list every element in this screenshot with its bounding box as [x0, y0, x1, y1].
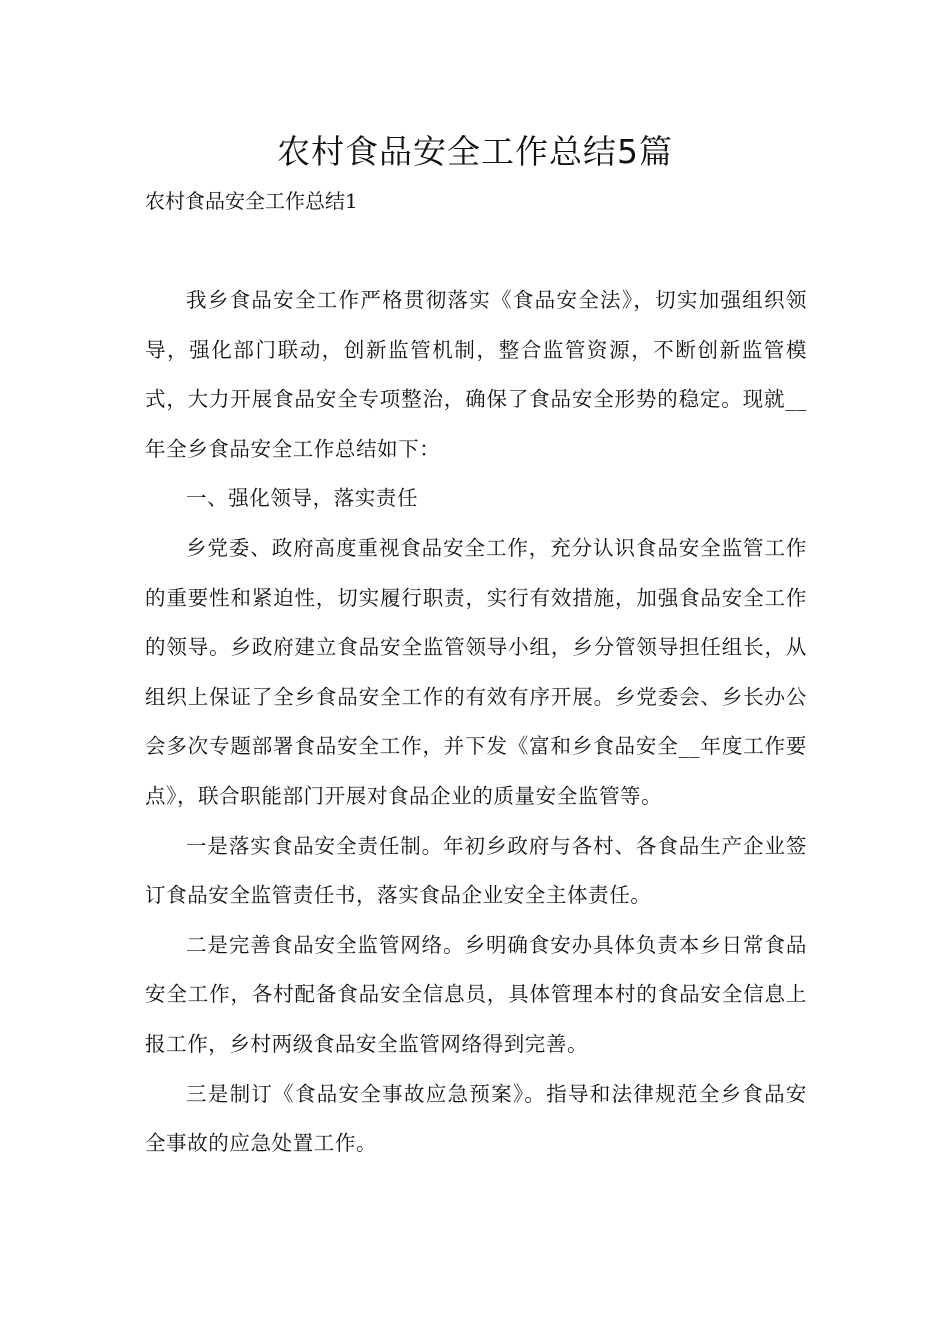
document-body: [145, 276, 807, 1169]
document-subtitle: 农村食品安全工作总结1: [145, 189, 358, 213]
paragraph-point-two: 二是完善食品安全监管网络。乡明确食安办具体负责本乡日常食品安全工作，各村配备食品安全信息员，具体管理本村的食品安全信息上报工作，乡村两级食品安全监管网络得到完善。: [145, 932, 807, 1056]
paragraph-leadership: 乡党委、政府高度重视食品安全工作，充分认识食品安全监管工作的重要性和紧迫性，切实履行职责，实行有效措施，加强食品安全工作的领导。乡政府建立食品安全监管领导小组，乡分管领导担任组长，从组织上保证了全乡食品安全工作的有效有序开展。乡党委会、乡长办公会多次专题部署食品安全工作，并下发《富和乡食品安全__年度工作要点》，联合职能部门开展对食品企业的质量安全监管等。: [145, 535, 807, 808]
paragraph-intro: 我乡食品安全工作严格贯彻落实《食品安全法》，切实加强组织领导，强化部门联动，创新监管机制，整合监管资源，不断创新监管模式，大力开展食品安全专项整治，确保了食品安全形势的稳定。现就__年全乡食品安全工作总结如下：: [145, 288, 807, 461]
section-heading: 一、强化领导，落实责任: [186, 486, 419, 511]
paragraph-point-one: 一是落实食品安全责任制。年初乡政府与各村、各食品生产企业签订食品安全监管责任书，落实食品企业安全主体责任。: [145, 833, 807, 908]
document-title: 农村食品安全工作总结5篇: [277, 132, 673, 171]
paragraph-point-three: 三是制订《食品安全事故应急预案》。指导和法律规范全乡食品安全事故的应急处置工作。: [145, 1081, 807, 1156]
